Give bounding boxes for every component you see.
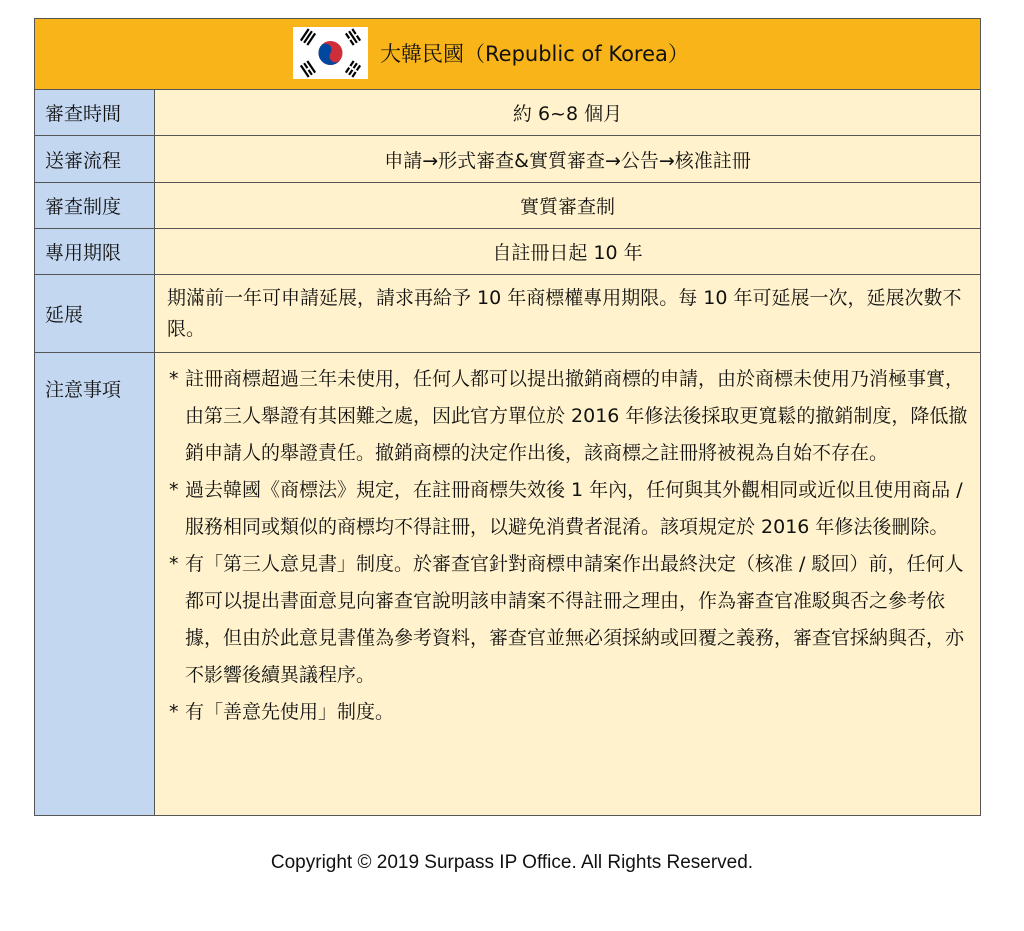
row-value: 期滿前一年可申請延展，請求再給予 10 年商標權專用期限。每 10 年可延展一次，延展次數不限。 xyxy=(155,275,980,352)
row-label: 專用期限 xyxy=(35,229,155,274)
note-item xyxy=(169,694,970,731)
note-text: 註冊商標超過三年未使用，任何人都可以提出撤銷商標的申請，由於商標未使用乃消極事實，由第三人舉證有其困難之處，因此官方單位於 2016 年修法後採取更寬鬆的撤銷制度，降低撤銷申請人的舉證責任。撤銷商標的決定作出後，該商標之註冊將被視為自始不存在。 xyxy=(185,368,968,464)
table-row xyxy=(35,136,980,183)
row-value: 申請→形式審查&實質審查→公告→核准註冊 xyxy=(155,136,980,182)
table-row xyxy=(35,229,980,275)
table-row-notes xyxy=(35,353,980,815)
row-value: 約 6~8 個月 xyxy=(155,90,980,135)
note-text: 過去韓國《商標法》規定，在註冊商標失效後 1 年內，任何與其外觀相同或近似且使用商品 / 服務相同或類似的商標均不得註冊，以避免消費者混淆。該項規定於 2016 年修法後刪除。 xyxy=(185,479,963,538)
notes-list xyxy=(155,353,980,815)
row-label: 延展 xyxy=(35,275,155,352)
note-text: 有「善意先使用」制度。 xyxy=(185,701,395,723)
note-item xyxy=(169,472,970,546)
table-header xyxy=(35,19,980,90)
row-value: 實質審查制 xyxy=(155,183,980,228)
korea-trademark-table xyxy=(34,18,981,816)
row-label: 送審流程 xyxy=(35,136,155,182)
south-korea-flag-icon xyxy=(293,27,368,79)
note-item xyxy=(169,546,970,694)
row-label: 審查時間 xyxy=(35,90,155,135)
table-row xyxy=(35,90,980,136)
row-label: 注意事項 xyxy=(35,353,155,815)
table-row xyxy=(35,183,980,229)
table-row xyxy=(35,275,980,353)
note-item xyxy=(169,361,970,472)
row-value: 自註冊日起 10 年 xyxy=(155,229,980,274)
copyright-footer: Copyright © 2019 Surpass IP Office. All Rights Reserved. xyxy=(270,852,754,873)
note-marker: * xyxy=(169,553,179,575)
note-marker: * xyxy=(169,368,179,390)
note-marker: * xyxy=(169,479,179,501)
country-title: 大韓民國（Republic of Korea） xyxy=(380,42,689,66)
note-text: 有「第三人意見書」制度。於審查官針對商標申請案作出最終決定（核准 / 駁回）前，任何人都可以提出書面意見向審查官說明該申請案不得註冊之理由，作為審查官准駁與否之參考依據，但由於此意見書僅為參考資料，審查官並無必須採納或回覆之義務，審查官採納與否，亦不影響後續異議程序。 xyxy=(185,553,965,686)
row-label: 審查制度 xyxy=(35,183,155,228)
note-marker: * xyxy=(169,701,179,723)
